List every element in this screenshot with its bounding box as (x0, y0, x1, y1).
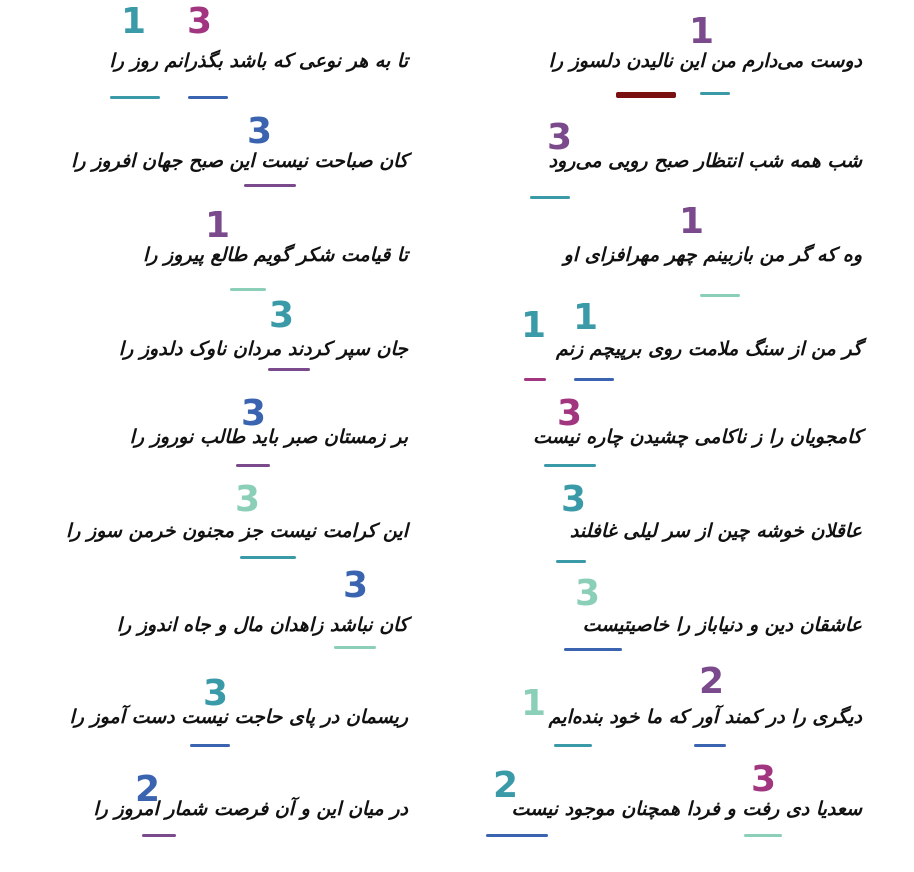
verse-text: گر من از سنگ ملامت روی برپیچم زنم (556, 338, 862, 360)
rhythm-mark: 3 (234, 479, 260, 520)
verse-row (0, 0, 914, 90)
hemistich-left (0, 640, 408, 730)
verse-row (0, 640, 914, 730)
verse-text: وه که گر من بازبینم چهر مهرافزای او (563, 244, 862, 266)
verse-row (0, 456, 914, 546)
rhythm-mark: 3 (546, 117, 572, 158)
verse-text: کامجویان را ز ناکامی چشیدن چاره نیست (532, 426, 862, 448)
hemistich-left (0, 180, 408, 270)
rhythm-mark: 3 (268, 295, 294, 336)
hemistich-right (422, 364, 862, 454)
verse-text: تا به هر نوعی که باشد بگذرانم روز را (109, 50, 408, 72)
rhythm-mark: 3 (560, 479, 586, 520)
verse-text: دوست می‌دارم من این نالیدن دلسوز را (548, 50, 862, 72)
rhythm-mark: 1 (520, 305, 546, 346)
verse-text: دیگری را در کمند آور که ما خود بنده‌ایم (548, 706, 862, 728)
rhythm-mark: 3 (186, 1, 212, 42)
hemistich-left (0, 364, 408, 454)
rhythm-mark: 3 (246, 111, 272, 152)
verse-row (0, 548, 914, 638)
hemistich-left (0, 0, 408, 90)
rhythm-mark: 2 (698, 661, 724, 702)
rhythm-mark: 3 (750, 759, 776, 800)
rhythm-mark: 3 (202, 673, 228, 714)
hemistich-left (0, 456, 408, 546)
hemistich-right (422, 92, 862, 182)
verse-text: عاشقان دین و دنیاباز را خاصیتیست (582, 614, 862, 636)
hemistich-left (0, 732, 408, 822)
verse-text: تا قیامت شکر گویم طالع پیروز را (142, 244, 408, 266)
rhythm-mark: 3 (574, 573, 600, 614)
rhythm-mark: 1 (120, 1, 146, 42)
rhythm-mark: 1 (688, 11, 714, 52)
underline-mark (486, 834, 548, 837)
hemistich-right (422, 272, 862, 362)
underline-mark (142, 834, 176, 837)
rhythm-mark: 3 (556, 393, 582, 434)
verse-row (0, 272, 914, 362)
hemistich-right (422, 732, 862, 822)
rhythm-mark: 3 (342, 565, 368, 606)
hemistich-left (0, 92, 408, 182)
hemistich-right (422, 180, 862, 270)
hemistich-left (0, 548, 408, 638)
verse-text: شب همه شب انتظار صبح رویی می‌رود (548, 150, 862, 172)
rhythm-mark: 2 (492, 765, 518, 806)
hemistich-right (422, 548, 862, 638)
rhythm-mark: 1 (678, 201, 704, 242)
verse-text: ریسمان در پای حاجت نیست دست آموز را (69, 706, 408, 728)
verse-row (0, 732, 914, 822)
rhythm-mark: 3 (240, 393, 266, 434)
hemistich-right (422, 0, 862, 90)
rhythm-mark: 1 (204, 205, 230, 246)
verse-row (0, 92, 914, 182)
verse-text: عاقلان خوشه چین از سر لیلی غافلند (569, 520, 862, 542)
verse-text: این کرامت نیست جز مجنون خرمن سوز را (65, 520, 408, 542)
hemistich-right (422, 640, 862, 730)
verse-text: سعدیا دی رفت و فردا همچنان موجود نیست (511, 798, 862, 820)
verse-text: بر زمستان صبر باید طالب نوروز را (129, 426, 408, 448)
verse-text: کان صباحت نیست این صبح جهان افروز را (71, 150, 408, 172)
rhythm-mark: 2 (134, 769, 160, 810)
verse-text: کان نباشد زاهدان مال و جاه اندوز را (116, 614, 408, 636)
rhythm-mark: 1 (520, 683, 546, 724)
verse-row (0, 180, 914, 270)
verse-text: در میان این و آن فرصت شمار امروز را (93, 798, 408, 820)
verse-row (0, 364, 914, 454)
underline-mark (744, 834, 782, 837)
rhythm-mark: 1 (572, 297, 598, 338)
verse-text: جان سپر کردند مردان ناوک دلدوز را (118, 338, 408, 360)
hemistich-right (422, 456, 862, 546)
hemistich-left (0, 272, 408, 362)
